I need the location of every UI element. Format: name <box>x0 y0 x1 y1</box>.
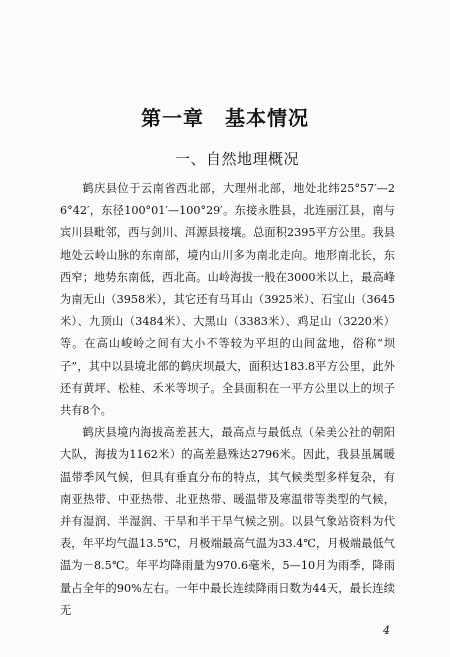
chapter-title: 第一章 基本情况 <box>141 106 309 130</box>
section-title: 一、自然地理概况 <box>175 150 300 168</box>
paragraph-location-terrain: 鹤庆县位于云南省西北部，大理州北部，地处北纬25°57′—26°42′，东径100°01′—100°29′。东接永胜县，北连丽江县，南与宾川县毗邻，西与剑川、洱源县接壤。总面积2395平方公里。我县地处云岭山脉的东南部，境内山川多为南北走向。地形南北长，东西窄；地势东南低，西北高。山岭海拔一般在3000米以上，最高峰为南无山（3958米），其它还有马耳山（3925米）、石宝山（3645米）、九顶山（3484米）、大黑山（3383米）、鸡足山（3220米）等。在高山峻岭之间有大小不等较为平坦的山间盆地，俗称“坝子”，其中以县境北部的鹤庆坝最大，面积达183.8平方公里，此外还有黄坪、松桂、禾米等坝子。全县面积在一平方公里以上的坝子共有8个。 <box>60 182 395 418</box>
page-number: 4 <box>383 624 390 637</box>
body-text <box>60 178 395 622</box>
paragraph-climate: 鹤庆县境内海拔高差甚大，最高点与最低点（朵美公社的朝阳大队，海拔为1162米）的高差悬殊达2796米。因此，我县虽属暖温带季风气候，但具有垂直分布的特点，其气候类型多样复杂，有南亚热带、中亚热带、北亚热带、暖温带及寒温带等类型的气候，并有湿润、半湿润、干旱和半干旱气候之别。以县气象站资料为代表，年平均气温13.5℃，月极端最高气温为33.4℃，月极端最低气温为－8.5℃。年平均降雨量为970.6毫米，5—10月为雨季，降雨量占全年的90%左右。一年中最长连续降雨日数为44天，最长连续无 <box>60 426 395 617</box>
